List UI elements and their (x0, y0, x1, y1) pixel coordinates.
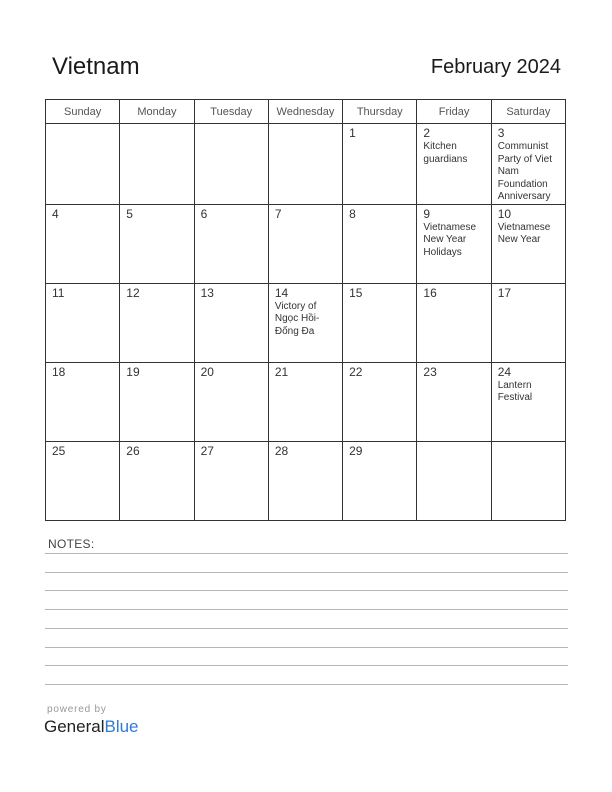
day-cell (46, 204, 120, 283)
day-cell (46, 441, 120, 520)
day-cell (268, 362, 342, 441)
note-line (45, 665, 568, 666)
day-number: 17 (497, 285, 512, 300)
day-cell (46, 362, 120, 441)
day-cell (120, 283, 194, 362)
day-number: 5 (126, 206, 133, 221)
note-line (45, 572, 568, 573)
day-cell (194, 441, 268, 520)
day-cell (120, 204, 194, 283)
day-cell (343, 362, 417, 441)
country-title: Vietnam (52, 53, 140, 80)
day-cell (343, 441, 417, 520)
day-cell (417, 204, 491, 283)
day-cell (194, 283, 268, 362)
weekday-header: Monday (120, 100, 194, 124)
weekday-header: Wednesday (268, 100, 342, 124)
event-label: Communist Party of Viet Nam Foundation Anniversary (497, 141, 552, 202)
powered-by-text: powered by (47, 704, 107, 715)
day-cell (417, 283, 491, 362)
day-cell (194, 204, 268, 283)
day-cell (268, 204, 342, 283)
day-cell (268, 441, 342, 520)
day-number: 3 (497, 126, 505, 140)
week-row (46, 441, 566, 520)
day-cell (491, 441, 565, 520)
day-cell (46, 124, 120, 205)
event-label: Kitchen guardians (423, 141, 468, 165)
day-number: 11 (52, 285, 65, 300)
day-cell (120, 441, 194, 520)
event-label: Vietnamese New Year (497, 221, 551, 245)
day-number: 26 (126, 443, 140, 458)
day-cell (194, 362, 268, 441)
week-row (46, 124, 566, 205)
month-year-title: February 2024 (430, 56, 561, 78)
day-number: 8 (349, 206, 356, 221)
notes-label: NOTES: (48, 537, 95, 551)
calendar-grid (45, 99, 566, 521)
day-cell (46, 283, 120, 362)
day-number: 18 (52, 364, 66, 379)
day-number: 24 (497, 364, 512, 379)
event-label: Victory of Ngọc Hồi-Đống Đa (274, 300, 320, 337)
day-cell (268, 283, 342, 362)
day-number: 12 (126, 285, 140, 300)
day-number: 7 (274, 206, 282, 221)
day-number: 6 (200, 206, 208, 221)
weekday-header: Thursday (343, 100, 417, 124)
week-row (46, 204, 566, 283)
week-row (46, 283, 566, 362)
weekday-header: Sunday (46, 100, 120, 124)
note-line (45, 684, 568, 685)
day-number: 27 (200, 443, 214, 458)
note-line (45, 628, 568, 629)
day-cell (491, 204, 565, 283)
day-cell (491, 124, 565, 205)
day-cell (417, 124, 491, 205)
day-cell (343, 124, 417, 205)
note-line (45, 647, 568, 648)
day-number: 2 (423, 126, 431, 140)
day-cell (343, 283, 417, 362)
day-number: 19 (126, 364, 140, 379)
weekday-header: Tuesday (194, 100, 268, 124)
note-line (45, 553, 568, 554)
day-number: 16 (423, 285, 437, 300)
day-number: 15 (349, 285, 363, 300)
day-number: 29 (349, 443, 363, 458)
weekday-header: Saturday (491, 100, 565, 124)
note-line (45, 590, 568, 591)
day-cell (120, 124, 194, 205)
note-line (45, 609, 568, 610)
day-number: 28 (274, 443, 289, 458)
event-label: Vietnamese New Year Holidays (423, 221, 477, 258)
day-number: 9 (423, 206, 431, 221)
day-cell (417, 441, 491, 520)
event-label: Lantern Festival (497, 379, 533, 403)
day-number: 13 (200, 285, 214, 300)
day-number: 23 (423, 364, 437, 379)
day-cell (268, 124, 342, 205)
brand-name-part1: General (44, 717, 105, 736)
day-number: 20 (200, 364, 214, 379)
day-number: 4 (52, 206, 59, 221)
weekday-header: Friday (417, 100, 491, 124)
day-cell (194, 124, 268, 205)
day-cell (491, 283, 565, 362)
brand-logo (44, 717, 139, 737)
day-cell (343, 204, 417, 283)
day-number: 10 (497, 206, 512, 221)
day-cell (120, 362, 194, 441)
brand-name-part2: Blue (104, 717, 139, 736)
week-row (46, 362, 566, 441)
day-number: 14 (274, 285, 289, 300)
day-number: 22 (349, 364, 363, 379)
day-number: 21 (274, 364, 289, 379)
day-number: 25 (52, 443, 66, 458)
weekday-header-row (46, 100, 566, 124)
day-cell (417, 362, 491, 441)
day-cell (491, 362, 565, 441)
day-number: 1 (349, 126, 356, 140)
